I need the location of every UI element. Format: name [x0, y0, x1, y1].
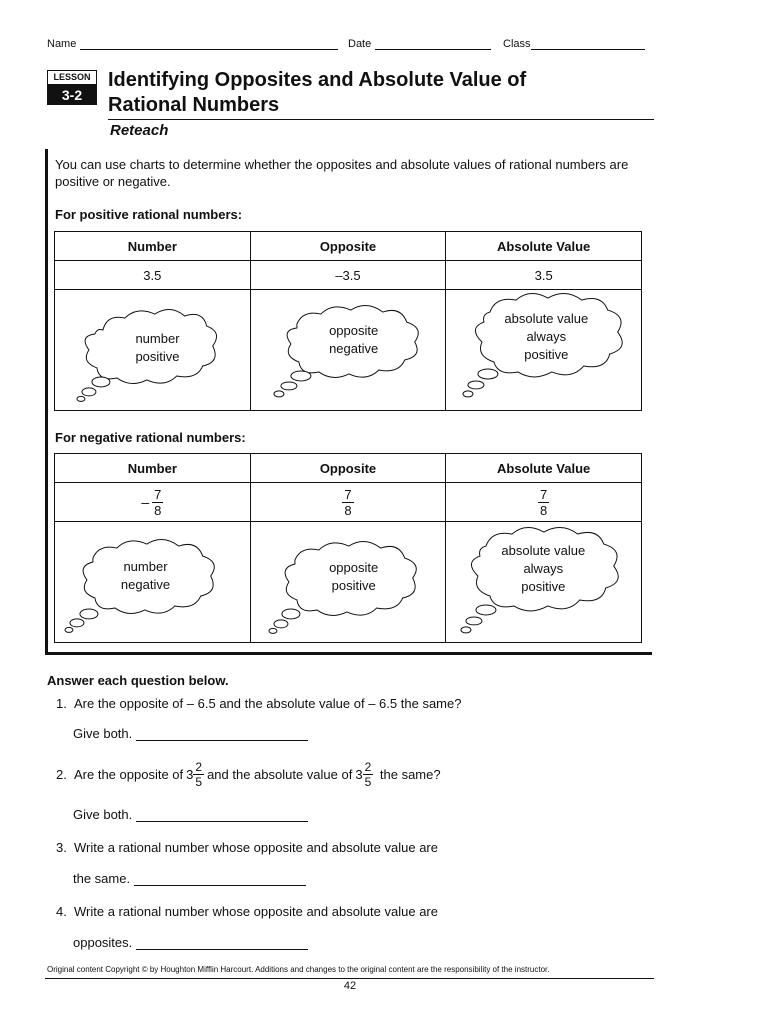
positive-number-value: 3.5	[55, 261, 251, 290]
cloud-label: absolute value always positive	[504, 311, 589, 362]
table-header-row	[55, 232, 642, 261]
section-left-border	[45, 149, 48, 654]
answer-blank[interactable]	[136, 936, 308, 950]
date-blank[interactable]	[375, 38, 491, 50]
fraction: 7 8	[154, 486, 162, 518]
negative-table	[54, 453, 642, 643]
col-opposite: Opposite	[250, 232, 446, 261]
negative-number-value	[55, 483, 251, 522]
title-line-1: Identifying Opposites and Absolute Value of	[108, 69, 527, 91]
page-number: 42	[343, 980, 357, 992]
question-3-answer: the same.	[73, 871, 306, 886]
col-number: Number	[55, 454, 251, 483]
question-1: 1. Are the opposite of – 6.5 and the absolute value of – 6.5 the same?	[56, 696, 462, 711]
col-absolute-value: Absolute Value	[446, 232, 642, 261]
answer-blank[interactable]	[134, 872, 306, 886]
cloud-label: number negative	[120, 559, 171, 592]
col-opposite: Opposite	[250, 454, 446, 483]
cloud-label: absolute value always positive	[501, 543, 586, 594]
name-label: Name	[47, 38, 77, 50]
name-field[interactable]	[47, 38, 338, 50]
answer-blank[interactable]	[136, 727, 308, 741]
question-2-answer: Give both.	[73, 807, 308, 822]
thought-cloud-cell	[55, 290, 251, 411]
question-1-answer: Give both.	[73, 726, 308, 741]
section-bottom-border	[45, 652, 652, 655]
cloud-label: opposite positive	[329, 560, 379, 593]
thought-cloud-cell	[250, 522, 446, 643]
thought-cloud-cell	[250, 290, 446, 411]
intro-text: You can use charts to determine whether the opposites and absolute values of rational numbers are positive or negative.	[55, 157, 629, 189]
col-number: Number	[55, 232, 251, 261]
cloud-label: number positive	[135, 331, 180, 364]
table-row	[55, 483, 642, 522]
positive-table	[54, 231, 642, 411]
table-header-row	[55, 454, 642, 483]
col-absolute-value: Absolute Value	[446, 454, 642, 483]
positive-opposite-value: –3.5	[250, 261, 446, 290]
thought-cloud-cell	[55, 522, 251, 643]
questions-heading: Answer each question below.	[47, 673, 229, 688]
table-row	[55, 522, 642, 643]
lesson-label: LESSON	[47, 70, 97, 85]
copyright-text: Original content Copyright © by Houghton Mifflin Harcourt. Additions and changes to the original content are the responsibility of the instructor.	[47, 965, 550, 974]
title-line-2: Rational Numbers	[108, 94, 280, 116]
class-blank[interactable]	[531, 38, 645, 50]
cloud-label: opposite negative	[329, 323, 379, 356]
footer-divider	[45, 978, 654, 979]
class-label: Class	[503, 38, 531, 50]
fraction: $\frac{7}{8}$	[540, 486, 548, 518]
positive-absolute-value: 3.5	[446, 261, 642, 290]
question-4: 4. Write a rational number whose opposite and absolute value are	[56, 904, 438, 919]
lesson-number: 3-2	[47, 85, 97, 105]
negative-absolute-value	[446, 483, 642, 522]
answer-blank[interactable]	[136, 808, 308, 822]
page-title	[108, 68, 648, 118]
fraction: $\frac{7}{8}$	[344, 486, 352, 518]
negative-heading: For negative rational numbers:	[55, 430, 246, 445]
question-2: 2. Are the opposite of 3 2 5 and the absolute value of 3 2 5 the same?	[56, 760, 441, 789]
question-3: 3. Write a rational number whose opposite and absolute value are	[56, 840, 438, 855]
name-blank[interactable]	[80, 38, 338, 50]
minus-sign: –	[141, 494, 150, 510]
date-field[interactable]	[348, 38, 491, 50]
table-row	[55, 290, 642, 411]
lesson-badge	[47, 70, 97, 105]
negative-opposite-value	[250, 483, 446, 522]
table-row	[55, 261, 642, 290]
mixed-number: 3 2 5	[186, 760, 203, 789]
thought-cloud-cell	[446, 290, 642, 411]
class-field[interactable]	[503, 38, 645, 50]
question-4-answer: opposites.	[73, 935, 308, 950]
subtitle: Reteach	[110, 122, 169, 139]
mixed-number: 3 2 5	[355, 760, 372, 789]
thought-cloud-cell	[446, 522, 642, 643]
positive-heading: For positive rational numbers:	[55, 207, 243, 222]
date-label: Date	[348, 38, 372, 50]
title-divider	[108, 119, 654, 120]
